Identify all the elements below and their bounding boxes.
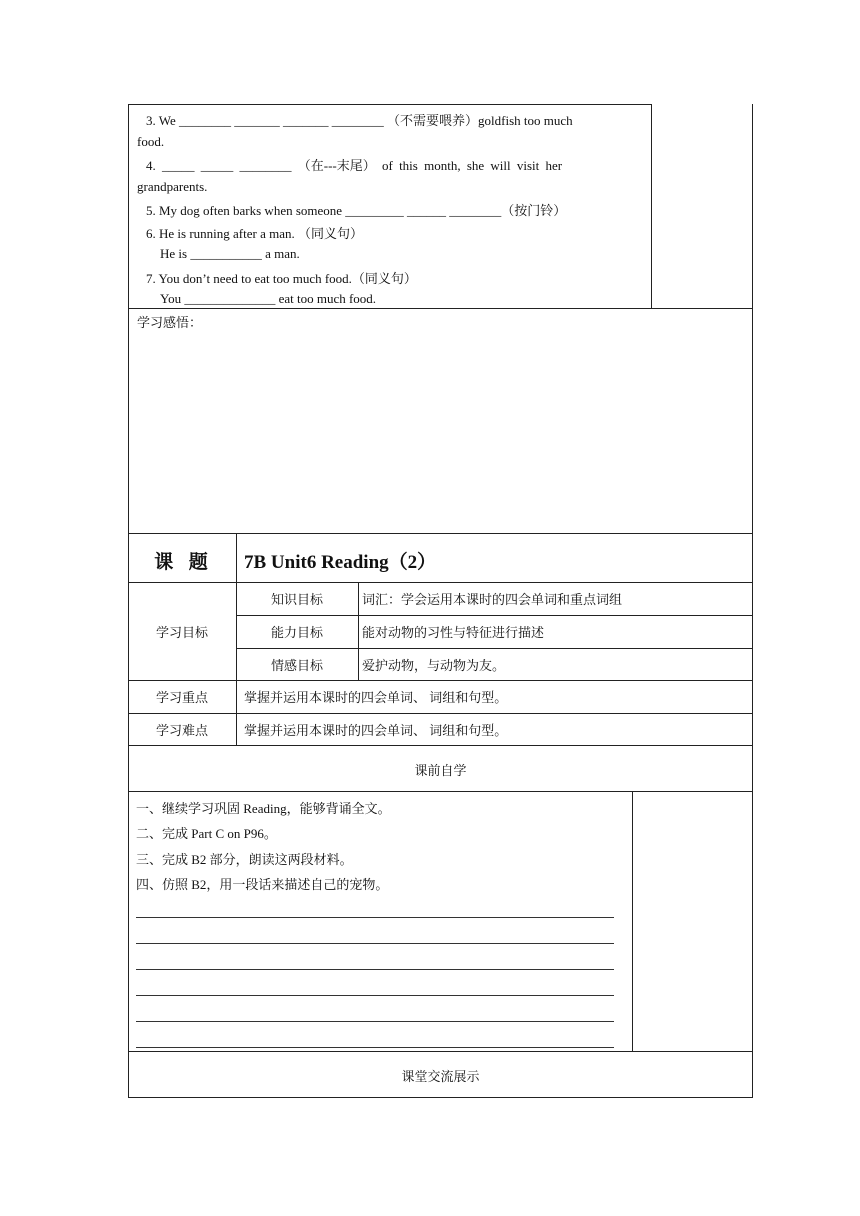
objective-type-ability: 能力目标 <box>270 625 323 640</box>
exercise-5: 5. My dog often barks when someone _________ ______ ________（按门铃） <box>146 203 567 218</box>
objectives-label: 学习目标 <box>155 625 208 640</box>
exercise-6-line-2: He is ___________ a man. <box>160 246 300 261</box>
writing-line <box>136 917 614 918</box>
objective-text-emotion: 爱护动物，与动物为友。 <box>362 658 506 673</box>
exercise-7-line-1: 7. You don’t need to eat too much food.（同义句） <box>146 271 417 286</box>
writing-line <box>136 995 614 996</box>
objective-text-ability: 能对动物的习性与特征进行描述 <box>362 625 545 640</box>
exercise-3-line-2: food. <box>137 134 165 149</box>
preview-item: 四、仿照 B2，用一段话来描述自己的宠物。 <box>136 877 389 892</box>
objective-type-knowledge: 知识目标 <box>270 592 323 607</box>
difficulty-text: 掌握并运用本课时的四会单词、 词组和句型。 <box>244 723 508 738</box>
key-text: 掌握并运用本课时的四会单词、 词组和句型。 <box>244 690 508 705</box>
preview-item: 三、完成 B2 部分，朗读这两段材料。 <box>136 852 353 867</box>
writing-line <box>136 943 614 944</box>
topic-value: 7B Unit6 Reading（2） <box>244 552 437 573</box>
classroom-header: 课堂交流展示 <box>401 1069 480 1084</box>
exercise-7-line-2: You ______________ eat too much food. <box>160 291 377 306</box>
exercise-4-line-2: grandparents. <box>137 179 208 194</box>
writing-line <box>136 969 614 970</box>
key-label: 学习重点 <box>155 690 208 705</box>
objective-text-knowledge: 词汇：学会运用本课时的四会单词和重点词组 <box>362 592 623 607</box>
reflection-label: 学习感悟： <box>137 315 203 330</box>
preview-item: 二、完成 Part C on P96。 <box>136 826 277 841</box>
exercise-6-line-1: 6. He is running after a man. （同义句） <box>146 226 363 241</box>
preview-header: 课前自学 <box>414 763 467 778</box>
writing-line <box>136 1021 614 1022</box>
writing-line <box>136 1047 614 1048</box>
objective-type-emotion: 情感目标 <box>270 658 323 673</box>
topic-label: 课 题 <box>154 552 210 573</box>
preview-item: 一、继续学习巩固 Reading，能够背诵全文。 <box>136 801 391 816</box>
exercise-4-line-1: 4. _____ _____ ________ （在---末尾） of this month, she will visit her <box>146 158 563 173</box>
difficulty-label: 学习难点 <box>155 723 208 738</box>
exercise-3-line-1: 3. We ________ _______ _______ ________ （不需要喂养）goldfish too much <box>146 113 573 128</box>
